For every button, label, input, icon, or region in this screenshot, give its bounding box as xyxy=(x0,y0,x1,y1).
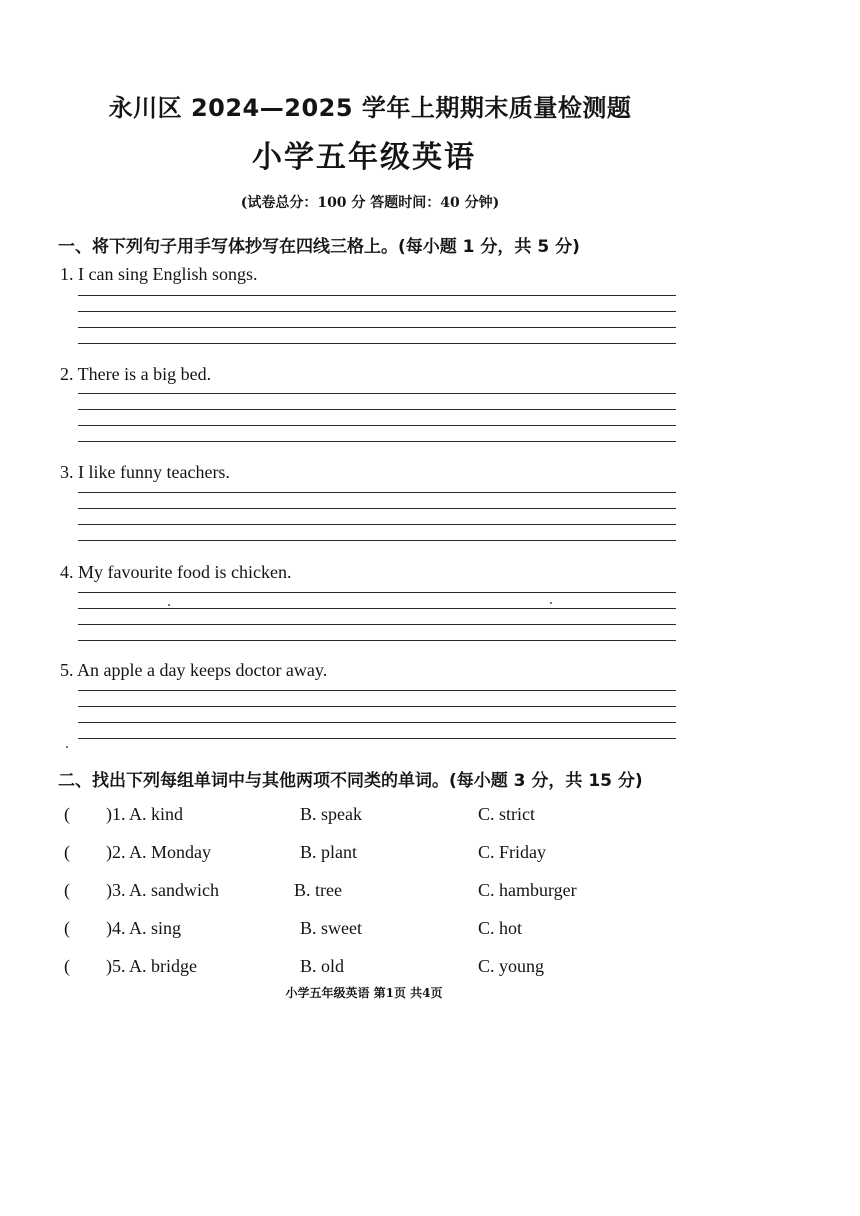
answer-blank[interactable]: ( xyxy=(64,842,70,862)
option-c: C. strict xyxy=(478,804,535,824)
exam-subject: 小学五年级英语 xyxy=(252,140,476,175)
answer-blank[interactable]: ( xyxy=(64,956,70,976)
option-b: B. tree xyxy=(294,880,342,900)
writing-lines-3[interactable] xyxy=(78,492,676,542)
answer-blank[interactable]: ( xyxy=(64,804,70,824)
option-c: C. hot xyxy=(478,918,523,938)
copy-sentence-1: 1. I can sing English songs. xyxy=(60,264,258,284)
scan-speck xyxy=(550,602,552,604)
option-c: C. Friday xyxy=(478,842,547,862)
option-c: C. hamburger xyxy=(478,880,577,900)
scan-speck xyxy=(66,746,68,748)
option-a: )5. A. bridge xyxy=(106,956,197,976)
page-footer: 小学五年级英语 第1页 共4页 xyxy=(285,986,443,1000)
section-1-heading: 一、将下列句子用手写体抄写在四线三格上。(每小题 1 分，共 5 分) xyxy=(58,237,580,257)
copy-sentence-5: 5. An apple a day keeps doctor away. xyxy=(60,660,328,680)
option-a: )1. A. kind xyxy=(106,804,184,824)
option-b: B. speak xyxy=(300,804,362,824)
copy-sentence-2: 2. There is a big bed. xyxy=(60,364,212,384)
option-b: B. sweet xyxy=(300,918,362,938)
option-b: B. old xyxy=(300,956,345,976)
writing-lines-1[interactable] xyxy=(78,295,676,345)
exam-title: 永川区 2024—2025 学年上期期末质量检测题 xyxy=(108,94,632,122)
scan-speck xyxy=(168,604,170,606)
option-b: B. plant xyxy=(300,842,357,862)
copy-sentence-3: 3. I like funny teachers. xyxy=(60,462,230,482)
copy-sentence-4: 4. My favourite food is chicken. xyxy=(60,562,292,582)
option-a: )4. A. sing xyxy=(106,918,182,938)
writing-lines-4[interactable] xyxy=(78,592,676,642)
writing-lines-5[interactable] xyxy=(78,690,676,740)
option-a: )2. A. Monday xyxy=(106,842,211,862)
answer-blank[interactable]: ( xyxy=(64,880,70,900)
option-c: C. young xyxy=(478,956,545,976)
exam-meta: (试卷总分：100 分 答题时间：40 分钟) xyxy=(240,195,500,211)
writing-lines-2[interactable] xyxy=(78,393,676,443)
answer-blank[interactable]: ( xyxy=(64,918,70,938)
section-2-heading: 二、找出下列每组单词中与其他两项不同类的单词。(每小题 3 分，共 15 分) xyxy=(58,771,643,791)
option-a: )3. A. sandwich xyxy=(106,880,219,900)
